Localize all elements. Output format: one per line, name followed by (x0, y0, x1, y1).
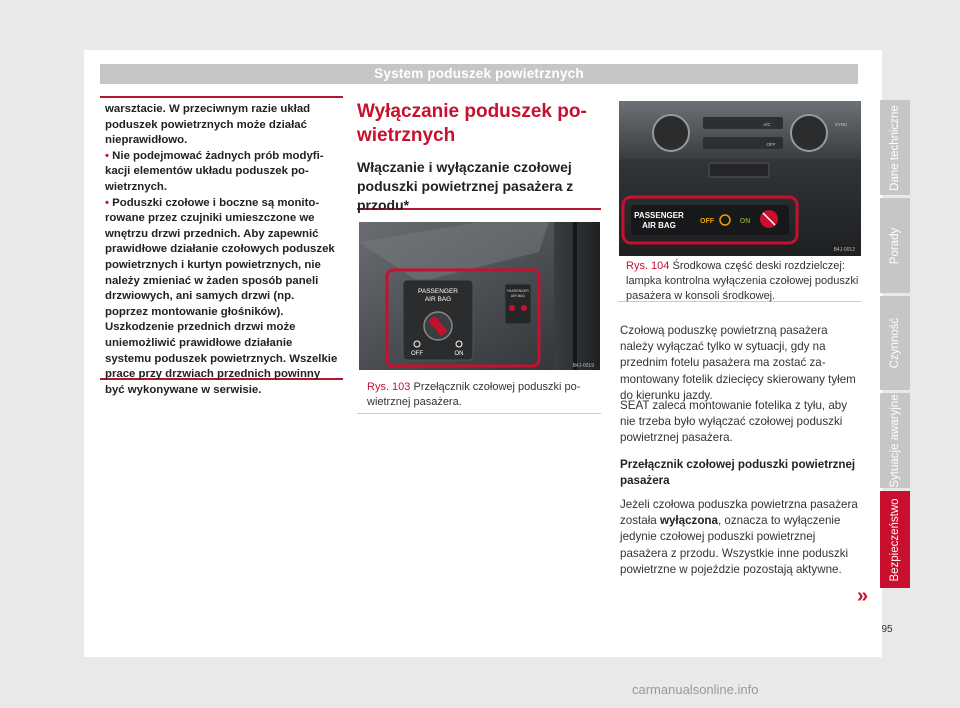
warning-item-1: • Nie podejmować żadnych prób modyfikacji elementów układu poduszek powietrznych. (105, 149, 324, 193)
warning-intro: warsztacie. W przeciwnym razie układ poduszek powietrznych może działać nieprawidłowo. (105, 103, 311, 147)
fig1-label-passenger: PASSENGER (418, 288, 458, 295)
fig1-label-off: OFF (411, 351, 423, 357)
temperature-knob-icon (653, 115, 689, 151)
fig1-small-airbag: AIR BAG (510, 294, 526, 298)
figure-104-ref: Rys. 104 (626, 260, 670, 272)
subheading-switch: Przełącznik czołowej poduszki powietrznej pasażera (620, 458, 856, 488)
bullet-icon: • (105, 196, 109, 209)
tab-bezpieczenstwo[interactable]: Bezpieczeństwo (880, 491, 910, 588)
paragraph-2: SEAT zaleca montowanie fotelika z tyłu, aby nie trzeba było wyłączać czołowej poduszki powietrznej pasażera. (620, 399, 848, 445)
fig2-label-passenger: PASSENGER (634, 211, 684, 220)
page-number: 95 (881, 624, 893, 635)
subsection-title: Włączanie i wyłączanie czołowej poduszki powietrznej pasażera z przodu* (357, 159, 574, 213)
tab-sytuacje-awaryjne[interactable]: Sytuacje awaryjne (880, 393, 910, 488)
fig2-button-ac: A/C (763, 122, 771, 127)
fig2-button-off: OFF (766, 142, 776, 147)
fig2-code: B4J-0012 (833, 247, 855, 253)
figure-103-caption: Rys. 103 Przełącznik czołowej poduszki powietrznej pasażera. (367, 381, 581, 408)
figure-103-airbag-switch (359, 222, 600, 370)
figure-104-caption: Rys. 104 Środkowa część deski rozdzielczej: lampka kontrolna wyłączenia czołowej poduszki pasażera w konsoli środkowej. (626, 260, 859, 302)
fig1-code: B4J-0019 (572, 363, 594, 369)
page-header: System poduszek powietrznych (100, 64, 858, 84)
fan-knob-icon (791, 115, 827, 151)
section-title: Wyłączanie poduszek powietrznych (357, 101, 587, 146)
warning-item-2: • Poduszki czołowe i boczne są monitorowane przez czujniki umieszczone we wnętrzu drzwi przednich. Aby zapewnić prawidłowe działanie czołowych poduszek powietrznych i kurtyn powietrznych, nie należy zmieniać w żaden sposób paneli drzwiowych, ani samych drzwi (np. poprzez montowanie głośników). Uszkodzenie przednich drzwi może uniemożliwić prawidłowe działanie systemu poduszek powietrznych. Wszelkie prace przy drzwiach przednich powinny być wykonywane w serwisie. (105, 196, 338, 396)
fig1-label-airbag: AIR BAG (424, 296, 452, 303)
tab-porady[interactable]: Porady (880, 198, 910, 293)
tab-czynnosc[interactable]: Czynność (880, 296, 910, 390)
indicator-light-icon (521, 305, 527, 311)
figure-103-ref: Rys. 103 (367, 381, 411, 393)
fig1-small-passenger: PASSENGER (507, 289, 529, 293)
watermark: carmanualsonline.info (632, 682, 759, 697)
fig2-label-on: ON (739, 218, 751, 225)
paragraph-3: Jeżeli czołowa poduszka powietrzna pasażera została wyłączona, oznacza to wyłączenie jedynie czołowej poduszki powietrznej pasażera z przodu. Wszystkie inne poduszki powietrzne w pojeździe pozostają aktywne. (620, 498, 858, 576)
figure-104-caption-block (618, 256, 861, 302)
continued-icon: » (857, 585, 869, 607)
fig2-button-sync: SYNC (834, 122, 848, 127)
subsection-block (357, 158, 601, 213)
figure-103-caption-block (357, 370, 601, 414)
bullet-icon: • (105, 149, 109, 162)
figure-104-center-console (619, 101, 861, 256)
fig2-label-off: OFF (700, 218, 714, 225)
warning-box (100, 96, 343, 396)
fig1-label-on: ON (454, 351, 464, 357)
indicator-light-icon (509, 305, 515, 311)
fig2-label-airbag: AIR BAG (642, 221, 676, 230)
tab-dane-techniczne[interactable]: Dane techniczne (880, 100, 910, 195)
paragraph-1: Czołową poduszkę powietrzną pasażera należy wyłączać tylko w sytuacji, gdy na przednim fotelu pasażera ma zostać zamontowany fotelik dziecięcy skierowany tyłem do kierunku jazdy. (620, 324, 856, 402)
